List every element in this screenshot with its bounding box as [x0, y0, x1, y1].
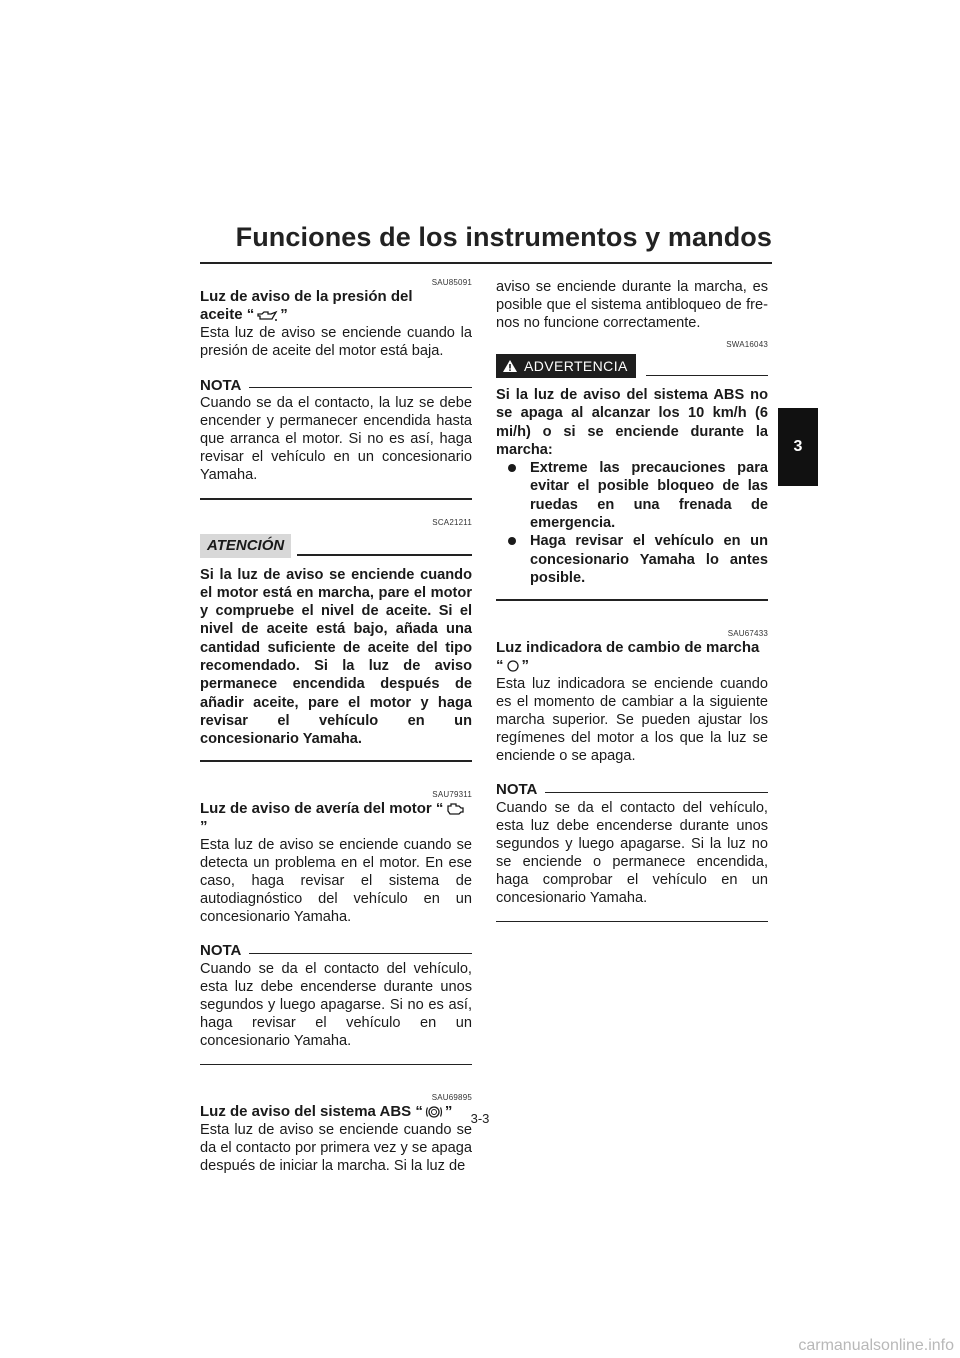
section-code: SWA16043 — [726, 340, 768, 349]
nota-label: NOTA — [496, 781, 538, 799]
nota-text: Cuando se da el contacto del vehículo, esta luz debe encenderse durante unos segundos y luego apagarse. Si la luz no se enciende o permanece encendida, haga comprobar el vehículo en un concesionario Yamaha. — [496, 799, 768, 906]
nota-header — [200, 942, 472, 960]
atencion-label: ATENCIÓN — [200, 534, 291, 558]
advertencia-text: Si la luz de aviso del sistema ABS no se apaga al alcanzar los 10 km/h (6 mi/h) o si se enciende durante la marcha: — [496, 387, 768, 458]
shift-indicator-heading: Luz indicadora de cambio de marcha “ ” — [496, 638, 760, 674]
advertencia-header — [496, 354, 768, 378]
abs-warning-heading: Luz de aviso del sistema ABS “ ” — [200, 1103, 453, 1121]
divider — [545, 792, 768, 794]
section-code: SAU85091 — [431, 278, 472, 287]
abs-warning-text: Esta luz de aviso se enciende cuando se da el contacto por primera vez y se apaga después de iniciar la marcha. Si la luz de — [200, 1122, 472, 1175]
list-item: Haga revisar el vehículo en un concesionario Yamaha lo antes posible. — [496, 532, 768, 587]
nota-text: Cuando se da el contacto del vehículo, esta luz debe encenderse durante unos segundos y luego apagarse. Si no es así, haga revisar el vehículo en un concesionario Yamaha. — [200, 960, 472, 1049]
nota-label: NOTA — [200, 376, 242, 394]
section-code: SAU69895 — [431, 1093, 472, 1103]
shift-indicator-icon — [506, 659, 520, 673]
section-code: SAU67433 — [727, 628, 768, 638]
oil-pressure-heading: Luz de aviso de la presión del aceite “ ” — [200, 288, 413, 323]
left-column — [200, 278, 472, 1175]
page-title: Funciones de los instrumentos y mandos — [235, 222, 772, 252]
oil-pressure-text: Esta luz de aviso se enciende cuando la presión de aceite del motor está baja. — [200, 325, 472, 359]
divider — [496, 921, 768, 923]
shift-indicator-text: Esta luz indicadora se enciende cuando es el momento de cambiar a la siguiente marcha superior. Se pueden ajustar los regímenes del motor a los que la luz se enciende o se apaga. — [496, 675, 768, 764]
nota-text: Cuando se da el contacto, la luz se debe encender y permanecer encendida hasta que arranca el motor. Si no es así, haga revisar el vehículo en un concesionario Yamaha. — [200, 395, 472, 483]
right-column — [496, 278, 768, 922]
chapter-tab[interactable]: 3 — [778, 408, 818, 486]
engine-icon — [445, 802, 465, 816]
advertencia-list — [496, 459, 768, 587]
engine-warning-heading: Luz de aviso de avería del motor “” — [200, 800, 472, 836]
divider — [297, 554, 472, 556]
abs-warning-text-continued: aviso se enciende durante la marcha, es posible que el sistema antibloqueo de frenos no funcione correctamente. — [496, 279, 768, 331]
advertencia-label: ADVERTENCIA — [496, 354, 636, 378]
nota-label: NOTA — [200, 942, 242, 960]
divider — [249, 387, 472, 389]
list-item: Extreme las precauciones para evitar el posible bloqueo de las ruedas en una frenada de emergencia. — [496, 459, 768, 532]
engine-warning-text: Esta luz de aviso se enciende cuando se detecta un problema en el motor. En ese caso, haga revisar el sistema de autodiagnóstico del vehículo en un concesionario Yamaha. — [200, 836, 472, 925]
page-number: 3-3 — [470, 1111, 490, 1126]
oil-can-icon — [256, 310, 278, 322]
section-code: SCA21211 — [432, 517, 472, 527]
header-rule — [200, 262, 772, 264]
section-code: SAU79311 — [432, 789, 472, 799]
watermark: carmanualsonline.info — [0, 1334, 960, 1358]
nota-header — [496, 781, 768, 799]
atencion-text: Si la luz de aviso se enciende cuando el motor está en marcha, pare el motor y compruebe el nivel de aceite. Si el nivel de aceite está bajo, añada una cantidad suficiente de aceite del tipo recomendado. Si la luz de aviso permanece encendida después de añadir aceite, pare el motor y haga revisar el vehículo en un concesionario Yamaha. — [200, 566, 472, 748]
warning-triangle-icon — [502, 359, 518, 373]
divider — [646, 375, 768, 377]
divider — [249, 953, 472, 955]
atencion-header — [200, 534, 472, 558]
nota-header — [200, 376, 472, 394]
